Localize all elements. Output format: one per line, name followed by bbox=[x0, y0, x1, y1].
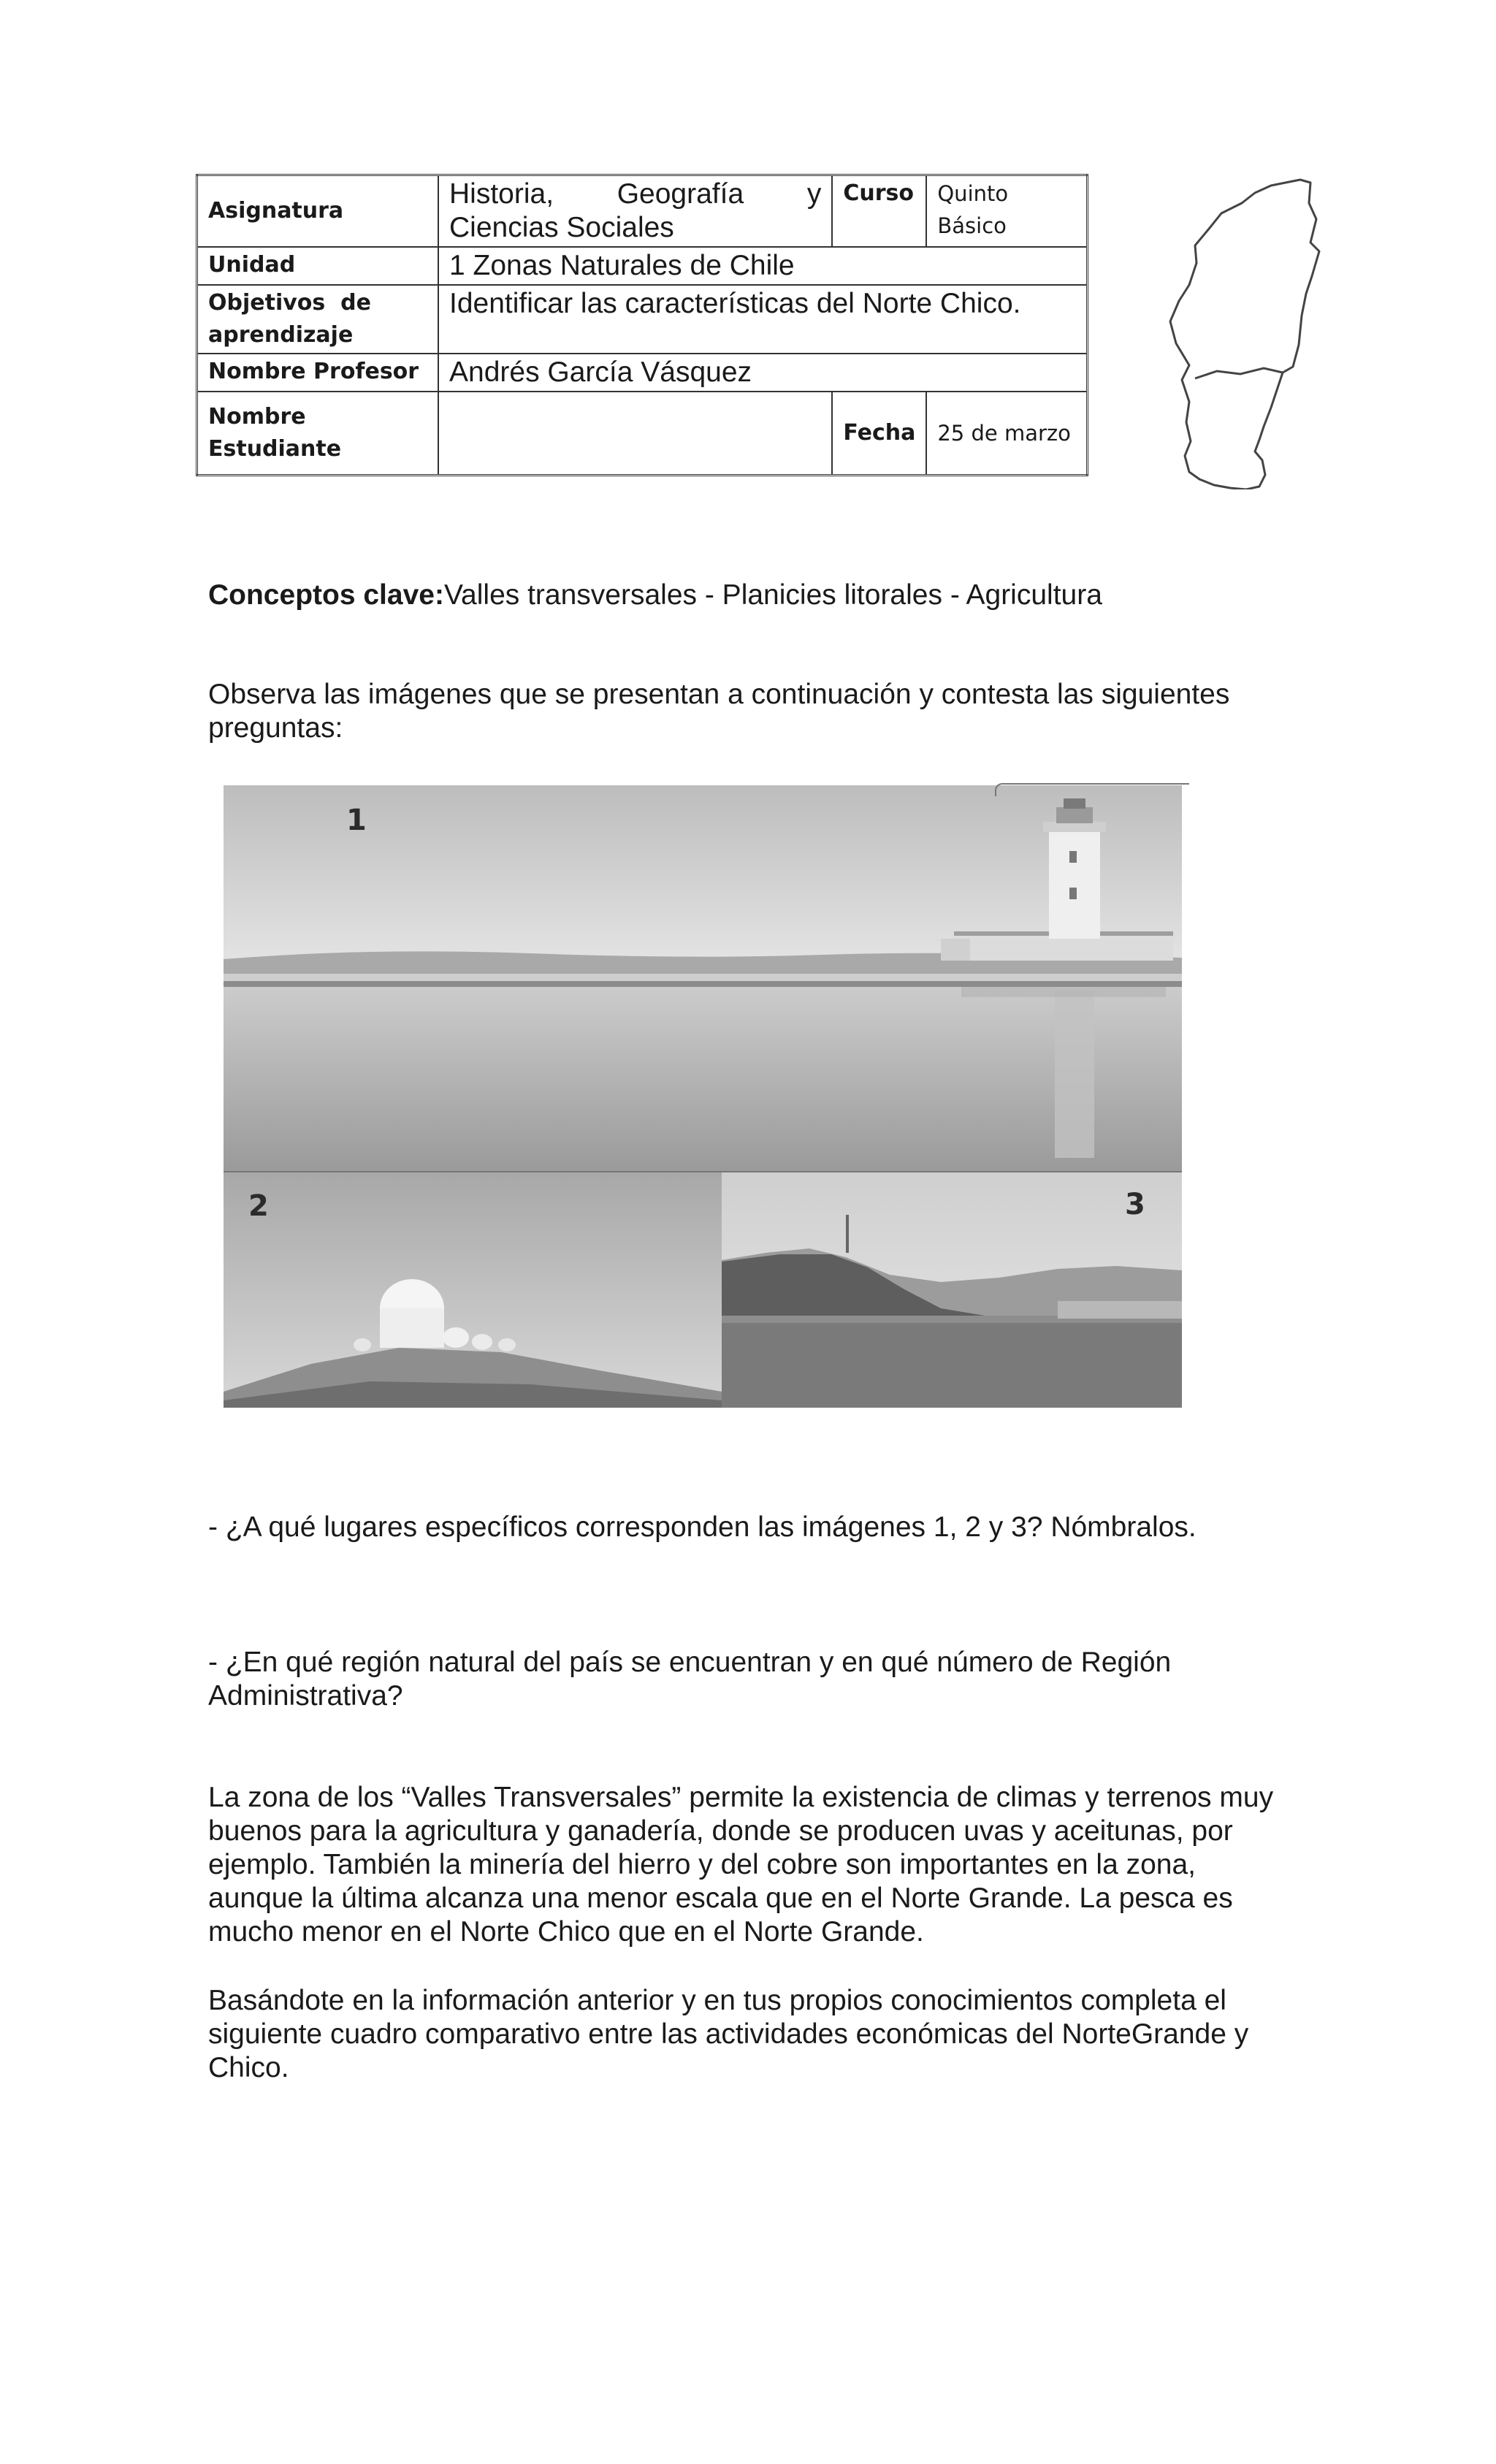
asignatura-value bbox=[438, 175, 832, 248]
objetivos-value: Identificar las características del Norte Chico. bbox=[438, 285, 1088, 354]
unidad-label: Unidad bbox=[197, 247, 439, 285]
conceptos-clave-label: Conceptos clave: bbox=[208, 579, 444, 611]
objetivos-label-line2: aprendizaje bbox=[208, 322, 354, 348]
photo-frame-corner bbox=[995, 783, 1189, 796]
curso-label: Curso bbox=[832, 175, 926, 248]
profesor-label: Nombre Profesor bbox=[197, 354, 439, 392]
estudiante-value-field[interactable] bbox=[438, 392, 832, 475]
chile-region-map-icon bbox=[1154, 175, 1322, 489]
estudiante-label-line1: Nombre bbox=[208, 403, 306, 430]
estudiante-label-line2: Estudiante bbox=[208, 435, 342, 462]
paragraph-valles-transversales: La zona de los “Valles Transversales” permite la existencia de climas y terrenos muy buenos para la agricultura y ganadería, donde se producen uvas y aceitunas, por ejemplo. También la minería del hierro y del cobre son importantes en la zona, aunque la última alcanza una menor escala que en el Norte Grande. La pesca es mucho menor en el Norte Chico que en el Norte Grande. bbox=[208, 1782, 1274, 1948]
fecha-label: Fecha bbox=[832, 392, 926, 475]
unidad-value: 1 Zonas Naturales de Chile bbox=[438, 247, 1088, 285]
image-number-2: 2 bbox=[248, 1189, 269, 1223]
objetivos-label-line1: Objetivos de bbox=[208, 290, 371, 316]
profesor-value: Andrés García Vásquez bbox=[438, 354, 1088, 392]
image-number-1: 1 bbox=[346, 804, 367, 837]
estudiante-label bbox=[197, 392, 439, 475]
conceptos-clave-value: Valles transversales - Planicies litorales - Agricultura bbox=[443, 579, 1102, 611]
asignatura-value-line2: Ciencias Sociales bbox=[449, 212, 674, 243]
fecha-value: 25 de marzo bbox=[926, 392, 1087, 475]
curso-value: Quinto Básico bbox=[926, 175, 1087, 248]
question-2: - ¿En qué región natural del país se encuentran y en qué número de Región Administrativa? bbox=[208, 1647, 1172, 1712]
image-number-3: 3 bbox=[1125, 1188, 1145, 1221]
header-table bbox=[196, 174, 1088, 476]
asignatura-label: Asignatura bbox=[197, 175, 439, 248]
question-1: - ¿A qué lugares específicos corresponden las imágenes 1, 2 y 3? Nómbralos. bbox=[208, 1511, 1197, 1543]
photo-observatory bbox=[224, 1172, 722, 1408]
photo-valley bbox=[722, 1172, 1182, 1408]
objetivos-label bbox=[197, 285, 439, 354]
conceptos-clave bbox=[208, 579, 1304, 612]
paragraph-instruccion-cuadro: Basándote en la información anterior y en tus propios conocimientos completa el siguiente cuadro comparativo entre las actividades económicas del NorteGrande y Chico. bbox=[208, 1985, 1249, 2083]
instruction-text: Observa las imágenes que se presentan a continuación y contesta las siguientes preguntas: bbox=[208, 679, 1230, 744]
photo-lighthouse bbox=[224, 785, 1182, 1172]
asignatura-value-line1: Historia, Geografía y bbox=[449, 178, 822, 210]
